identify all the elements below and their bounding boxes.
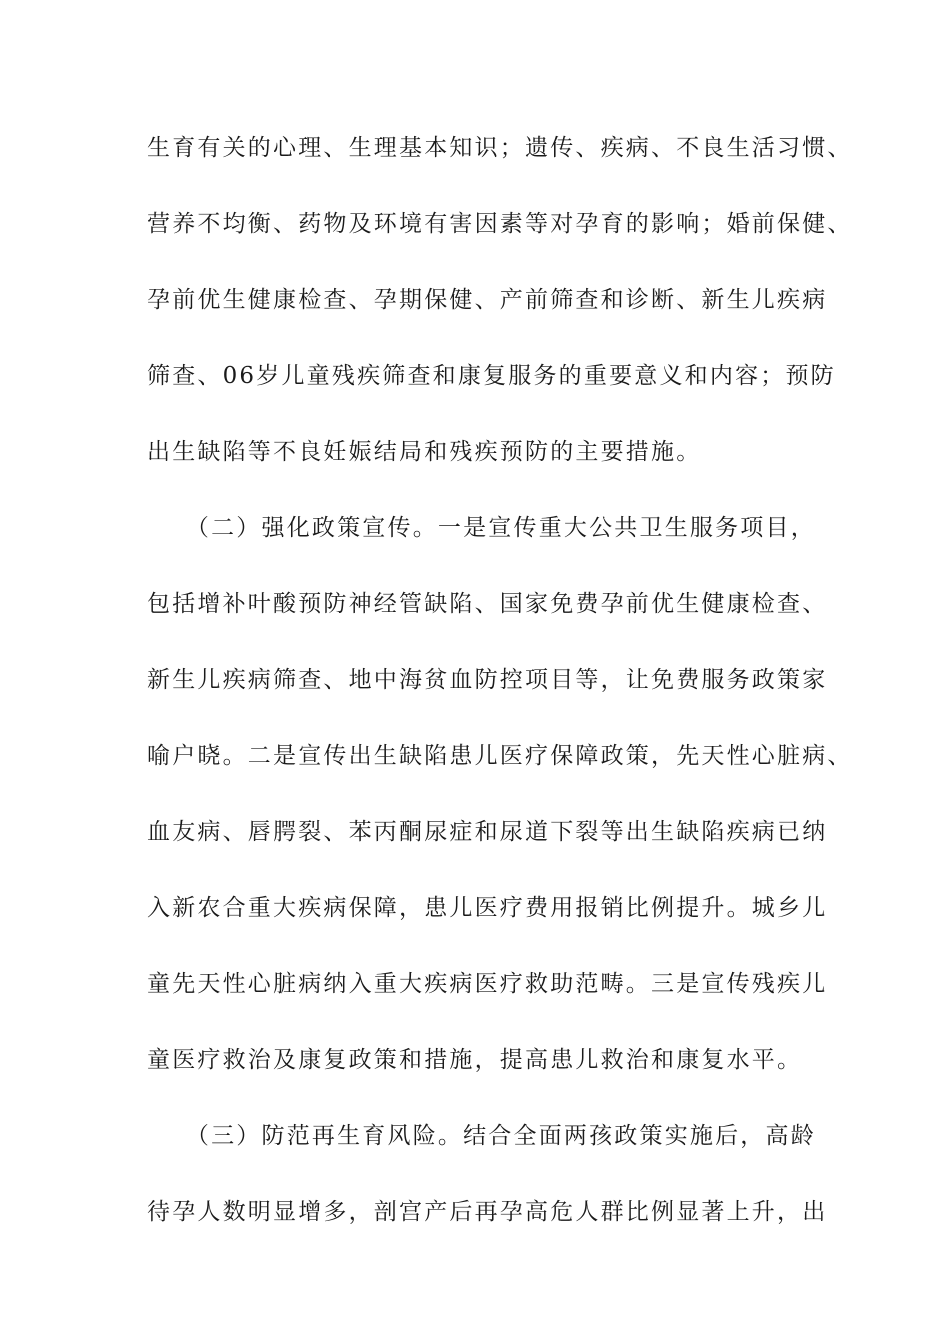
paragraph-start-line: （二）强化政策宣传。一是宣传重大公共卫生服务项目， xyxy=(147,515,816,541)
text-line: 筛查、06岁儿童残疾筛查和康复服务的重要意义和内容；预防 xyxy=(147,363,836,389)
text-line: 童先天性心脏病纳入重大疾病医疗救助范畴。三是宣传残疾儿 xyxy=(147,971,828,997)
text-line: 生育有关的心理、生理基本知识；遗传、疾病、不良生活习惯、 xyxy=(147,135,853,161)
text-line: 孕前优生健康检查、孕期保健、产前筛查和诊断、新生儿疾病 xyxy=(147,287,828,313)
paragraph-start-line: （三）防范再生育风险。结合全面两孩政策实施后，高龄 xyxy=(147,1123,816,1149)
body-text xyxy=(147,128,853,1268)
text-line: 喻户晓。二是宣传出生缺陷患儿医疗保障政策，先天性心脏病、 xyxy=(147,743,853,769)
text-line: 待孕人数明显增多，剖宫产后再孕高危人群比例显著上升，出 xyxy=(147,1199,828,1225)
text-line: 入新农合重大疾病保障，患儿医疗费用报销比例提升。城乡儿 xyxy=(147,895,828,921)
text-line: 童医疗救治及康复政策和措施，提高患儿救治和康复水平。 xyxy=(147,1047,803,1073)
text-line: 包括增补叶酸预防神经管缺陷、国家免费孕前优生健康检查、 xyxy=(147,591,828,617)
text-line: 出生缺陷等不良妊娠结局和残疾预防的主要措施。 xyxy=(147,439,702,465)
text-line: 营养不均衡、药物及环境有害因素等对孕育的影响；婚前保健、 xyxy=(147,211,853,237)
text-line: 血友病、唇腭裂、苯丙酮尿症和尿道下裂等出生缺陷疾病已纳 xyxy=(147,819,828,845)
text-line: 新生儿疾病筛查、地中海贫血防控项目等，让免费服务政策家 xyxy=(147,667,828,693)
